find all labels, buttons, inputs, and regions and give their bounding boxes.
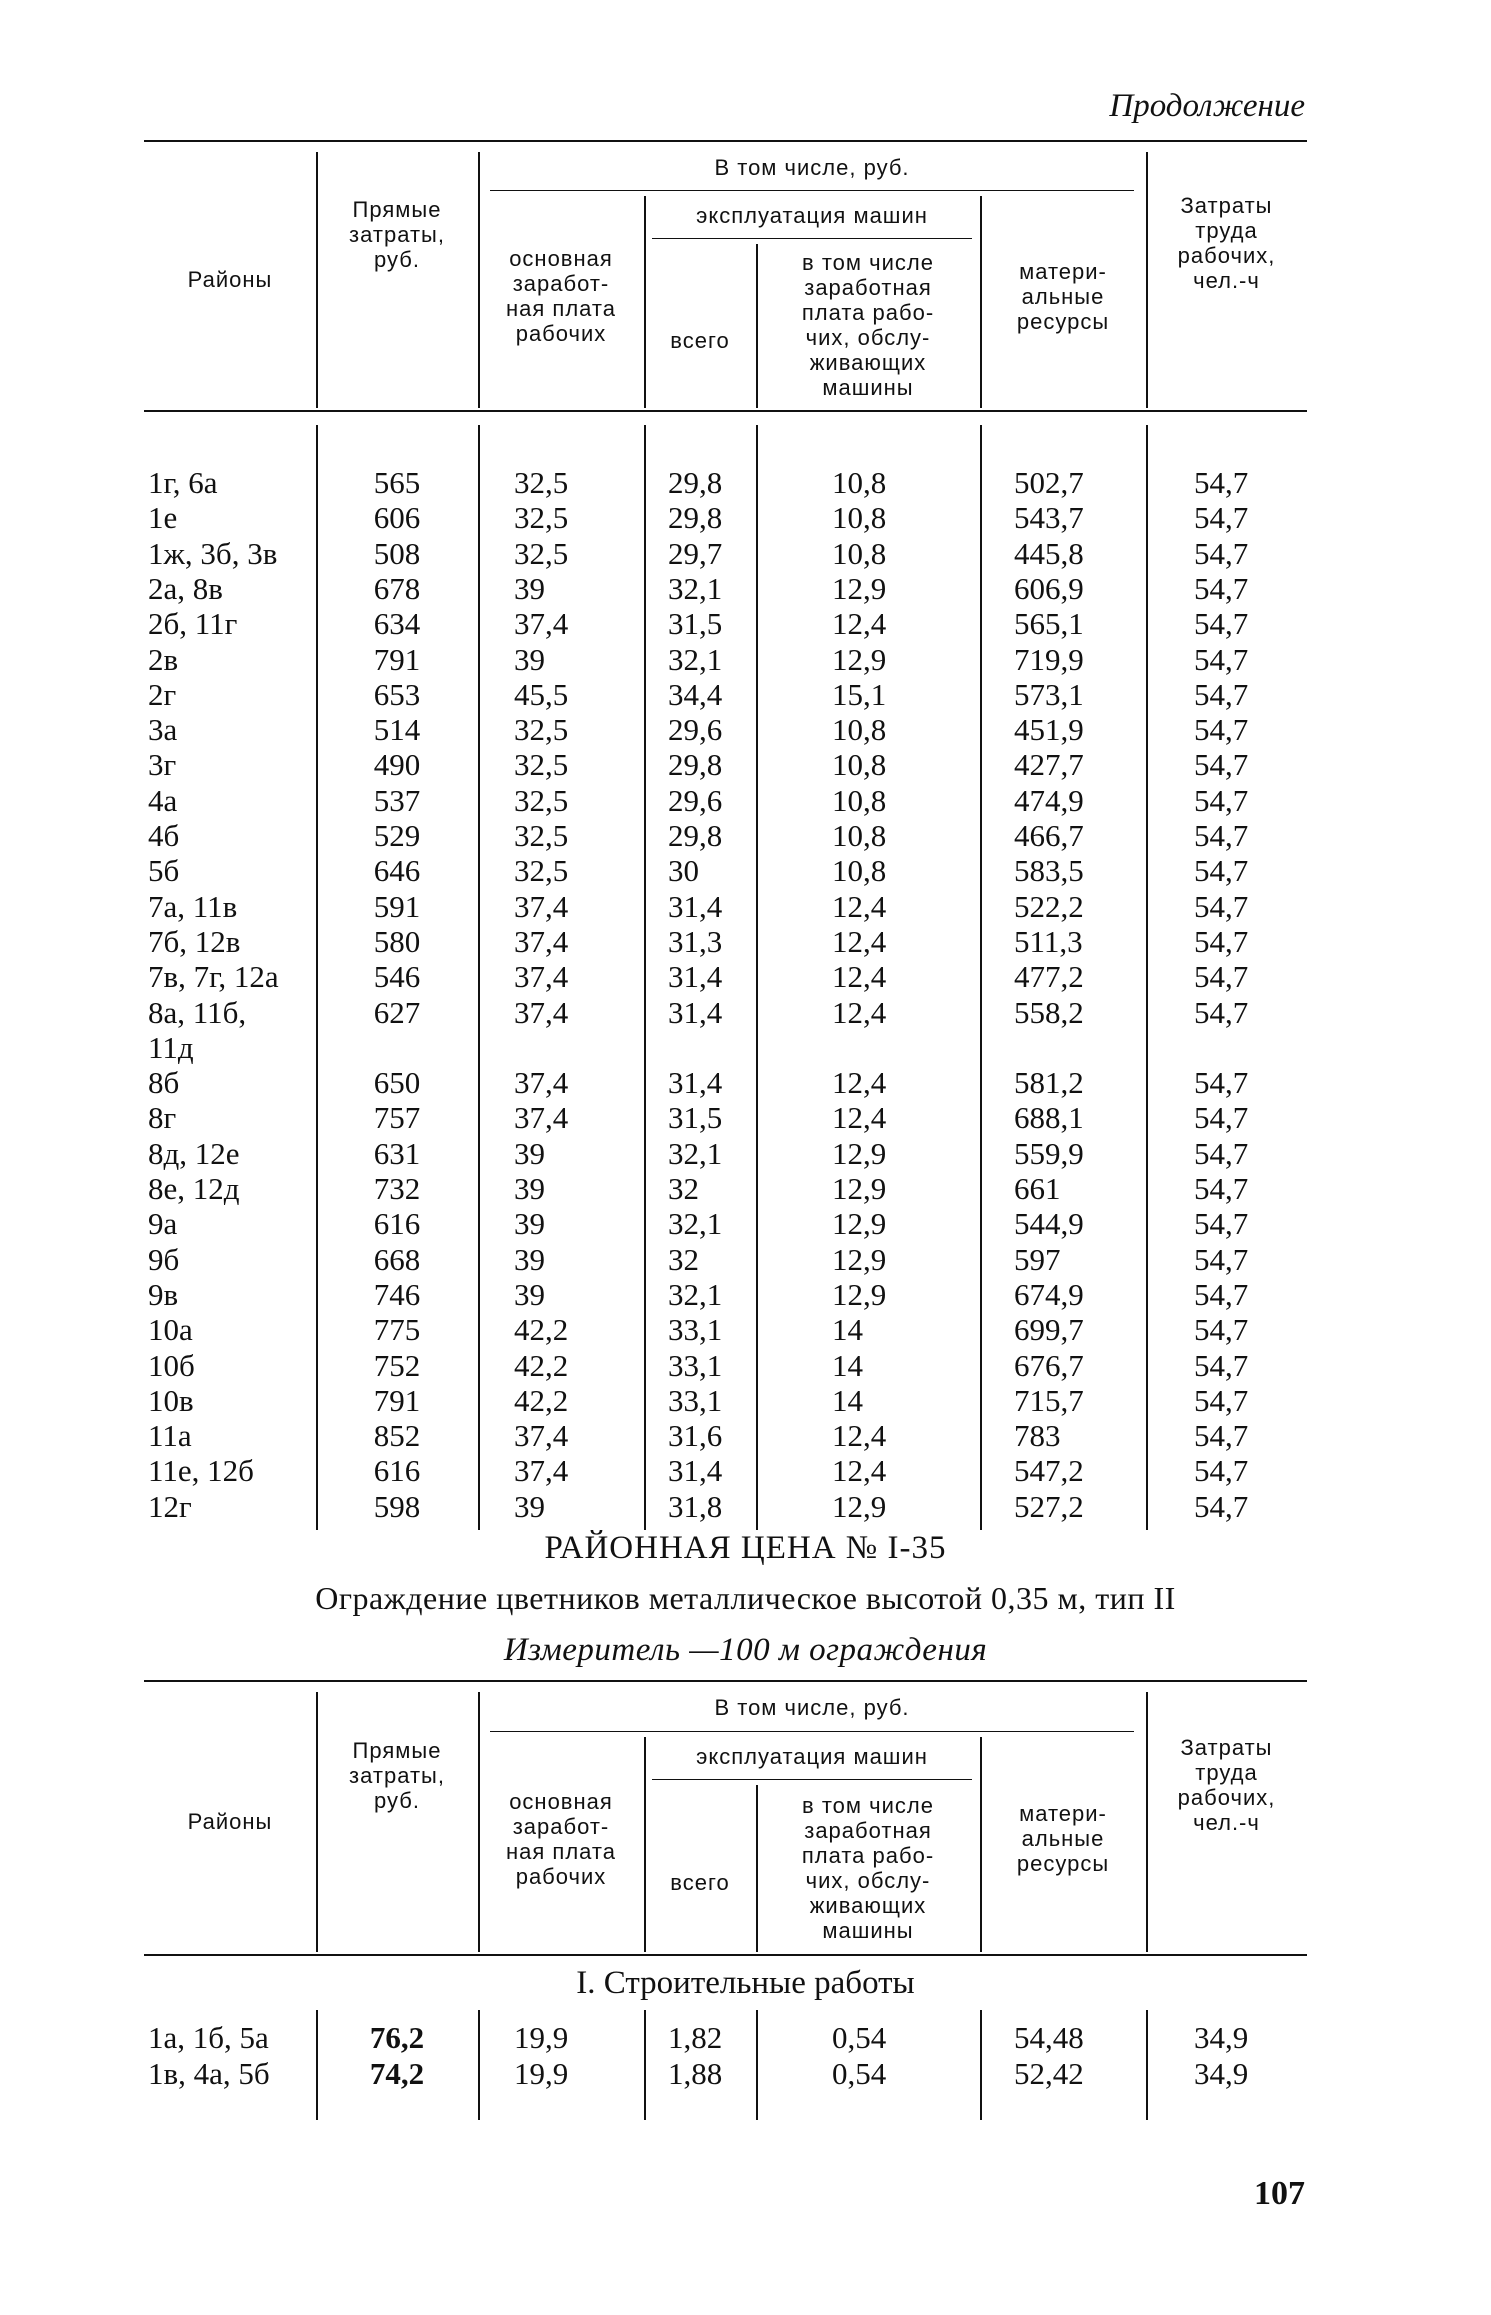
table-row bbox=[144, 1206, 1307, 1242]
cell-direct-costs: 546 bbox=[373, 959, 421, 995]
header-base-wage: основная заработ- ная плата рабочих bbox=[506, 246, 616, 346]
cell-materials: 451,9 bbox=[1014, 712, 1084, 748]
cell-base-wage: 39 bbox=[514, 1171, 545, 1206]
cell-machine-wage: 12,4 bbox=[832, 1418, 887, 1454]
table-row bbox=[144, 2020, 1307, 2056]
header-machine-operation: эксплуатация машин bbox=[696, 1743, 928, 1769]
cell-district: 9б bbox=[148, 1241, 180, 1277]
price-title: РАЙОННАЯ ЦЕНА № I-35 bbox=[544, 1530, 947, 1566]
cell-machine-wage: 14 bbox=[832, 1382, 863, 1418]
header-machine-total: всего bbox=[670, 1870, 730, 1895]
cell-district: 2а, 8в bbox=[148, 570, 223, 606]
cell-base-wage: 39 bbox=[514, 1488, 545, 1524]
cell-direct-costs: 653 bbox=[373, 676, 421, 712]
cell-labor: 54,7 bbox=[1194, 500, 1249, 536]
cell-direct-costs: 752 bbox=[373, 1347, 421, 1383]
cell-direct-costs: 514 bbox=[373, 712, 421, 748]
cell-machine-total: 30 bbox=[668, 853, 699, 889]
cell-district: 11д bbox=[148, 1029, 194, 1065]
cell-direct-costs: 508 bbox=[373, 535, 421, 571]
cell-direct-costs: 490 bbox=[373, 747, 421, 783]
table2-body bbox=[144, 2010, 1307, 2120]
cell-machine-total: 1,88 bbox=[668, 2055, 723, 2091]
cell-machine-total: 31,4 bbox=[668, 1065, 723, 1101]
cell-district: 1ж, 3б, 3в bbox=[148, 535, 278, 571]
cell-machine-total: 33,1 bbox=[668, 1382, 723, 1418]
cell-materials: 581,2 bbox=[1014, 1065, 1084, 1101]
cell-direct-costs: 634 bbox=[373, 606, 421, 642]
cell-materials: 502,7 bbox=[1014, 465, 1084, 500]
cell-machine-total: 29,6 bbox=[668, 782, 723, 818]
table1-header bbox=[144, 140, 1307, 412]
cell-direct-costs: 852 bbox=[373, 1418, 421, 1454]
table-row bbox=[144, 1418, 1307, 1454]
cell-direct-costs: 775 bbox=[373, 1312, 421, 1348]
cell-district: 7б, 12в bbox=[148, 923, 241, 959]
table-row bbox=[144, 642, 1307, 678]
cell-machine-total: 29,8 bbox=[668, 747, 723, 783]
header-machine-operation: эксплуатация машин bbox=[696, 202, 928, 228]
page-number: 107 bbox=[1254, 2175, 1305, 2212]
table-row bbox=[144, 818, 1307, 854]
cell-direct-costs: 616 bbox=[373, 1206, 421, 1242]
cell-machine-wage: 14 bbox=[832, 1312, 863, 1348]
cell-machine-total: 32,1 bbox=[668, 641, 723, 677]
cell-district: 7а, 11в bbox=[148, 888, 238, 924]
cell-district: 8б bbox=[148, 1065, 180, 1101]
cell-materials: 474,9 bbox=[1014, 782, 1084, 818]
cell-base-wage: 39 bbox=[514, 641, 545, 677]
table-row bbox=[144, 1348, 1307, 1384]
cell-materials: 699,7 bbox=[1014, 1312, 1084, 1348]
cell-direct-costs: 529 bbox=[373, 818, 421, 853]
header-materials: матери- альные ресурсы bbox=[1016, 258, 1110, 334]
cell-materials: 445,8 bbox=[1014, 535, 1084, 571]
cell-direct-costs: 746 bbox=[373, 1276, 421, 1312]
cell-machine-total: 29,6 bbox=[668, 712, 723, 748]
cell-machine-total: 32,1 bbox=[668, 570, 723, 606]
cell-materials: 543,7 bbox=[1014, 500, 1084, 536]
cell-base-wage: 45,5 bbox=[514, 676, 569, 712]
cell-machine-total: 31,3 bbox=[668, 923, 723, 959]
cell-materials: 674,9 bbox=[1014, 1276, 1084, 1312]
cell-base-wage: 19,9 bbox=[514, 2020, 569, 2055]
cell-district: 9в bbox=[148, 1276, 179, 1312]
table2-header bbox=[144, 1680, 1307, 1956]
cell-machine-wage: 12,4 bbox=[832, 959, 887, 995]
cell-district: 1в, 4а, 5б bbox=[148, 2055, 270, 2091]
table-row bbox=[144, 1065, 1307, 1101]
cell-direct-costs: 537 bbox=[373, 782, 421, 818]
cell-direct-costs: 606 bbox=[373, 500, 421, 536]
cell-materials: 606,9 bbox=[1014, 570, 1084, 606]
header-rule bbox=[490, 190, 1134, 191]
cell-base-wage: 32,5 bbox=[514, 818, 569, 853]
table-row bbox=[144, 606, 1307, 642]
cell-direct-costs: 678 bbox=[373, 570, 421, 606]
cell-base-wage: 32,5 bbox=[514, 853, 569, 889]
cell-machine-total: 32,1 bbox=[668, 1276, 723, 1312]
table1-body bbox=[144, 425, 1307, 1530]
cell-machine-wage: 12,4 bbox=[832, 923, 887, 959]
cell-direct-costs: 791 bbox=[373, 641, 421, 677]
cell-materials: 544,9 bbox=[1014, 1206, 1084, 1242]
cell-direct-costs: 591 bbox=[373, 888, 421, 924]
cell-labor: 54,7 bbox=[1194, 994, 1249, 1030]
cell-labor: 54,7 bbox=[1194, 1206, 1249, 1242]
cell-district: 10а bbox=[148, 1312, 193, 1348]
cell-district: 5б bbox=[148, 853, 180, 889]
cell-district: 11а bbox=[148, 1418, 192, 1454]
cell-base-wage: 39 bbox=[514, 1206, 545, 1242]
cell-materials: 783 bbox=[1014, 1418, 1061, 1454]
cell-materials: 54,48 bbox=[1014, 2020, 1084, 2055]
cell-labor: 54,7 bbox=[1194, 641, 1249, 677]
table-row bbox=[144, 536, 1307, 572]
cell-base-wage: 39 bbox=[514, 1135, 545, 1171]
cell-machine-total: 1,82 bbox=[668, 2020, 723, 2055]
cell-labor: 54,7 bbox=[1194, 959, 1249, 995]
cell-direct-costs: 76,2 bbox=[369, 2020, 425, 2055]
cell-base-wage: 37,4 bbox=[514, 1065, 569, 1101]
cell-machine-total: 29,8 bbox=[668, 818, 723, 853]
table-row bbox=[144, 1030, 1307, 1066]
table-row bbox=[144, 747, 1307, 783]
cell-machine-total: 31,5 bbox=[668, 1100, 723, 1136]
cell-machine-wage: 12,9 bbox=[832, 1488, 887, 1524]
cell-labor: 54,7 bbox=[1194, 1453, 1249, 1489]
table-row bbox=[144, 465, 1307, 501]
table-row bbox=[144, 1100, 1307, 1136]
header-top-rule bbox=[144, 1680, 1307, 1682]
header-base-wage: основная заработ- ная плата рабочих bbox=[506, 1788, 616, 1889]
cell-materials: 547,2 bbox=[1014, 1453, 1084, 1489]
table-row bbox=[144, 1171, 1307, 1207]
table-row bbox=[144, 1277, 1307, 1313]
header-districts: Районы bbox=[187, 1808, 273, 1834]
cell-machine-wage: 12,9 bbox=[832, 1171, 887, 1206]
cell-base-wage: 37,4 bbox=[514, 1418, 569, 1454]
cell-materials: 661 bbox=[1014, 1171, 1061, 1206]
table-row bbox=[144, 889, 1307, 925]
cell-machine-wage: 12,9 bbox=[832, 1241, 887, 1277]
cell-district: 12г bbox=[148, 1488, 192, 1524]
cell-base-wage: 37,4 bbox=[514, 888, 569, 924]
cell-base-wage: 37,4 bbox=[514, 994, 569, 1030]
cell-labor: 54,7 bbox=[1194, 1276, 1249, 1312]
cell-machine-total: 31,5 bbox=[668, 606, 723, 642]
cell-base-wage: 32,5 bbox=[514, 747, 569, 783]
cell-base-wage: 37,4 bbox=[514, 959, 569, 995]
cell-district: 3г bbox=[148, 747, 177, 783]
header-labor: Затраты труда рабочих, чел.-ч bbox=[1177, 193, 1276, 293]
cell-machine-wage: 14 bbox=[832, 1347, 863, 1383]
cell-machine-total: 31,4 bbox=[668, 888, 723, 924]
cell-district: 10в bbox=[148, 1382, 194, 1418]
cell-direct-costs: 732 bbox=[373, 1171, 421, 1206]
cell-materials: 559,9 bbox=[1014, 1135, 1084, 1171]
cell-base-wage: 39 bbox=[514, 1241, 545, 1277]
cell-machine-total: 32 bbox=[668, 1241, 699, 1277]
header-machine-wage: в том числе заработная плата рабо- чих, обслу- живающих машины bbox=[801, 1792, 935, 1943]
cell-district: 8г bbox=[148, 1100, 177, 1136]
cell-district: 1е bbox=[148, 500, 178, 536]
cell-machine-wage: 10,8 bbox=[832, 818, 887, 853]
cell-direct-costs: 668 bbox=[373, 1241, 421, 1277]
cell-district: 7в, 7г, 12а bbox=[148, 959, 279, 995]
header-districts: Районы bbox=[187, 266, 273, 292]
header-top-rule bbox=[144, 140, 1307, 142]
cell-machine-wage: 12,9 bbox=[832, 570, 887, 606]
cell-materials: 565,1 bbox=[1014, 606, 1084, 642]
cell-machine-wage: 0,54 bbox=[832, 2020, 887, 2055]
cell-machine-total: 31,4 bbox=[668, 994, 723, 1030]
table-row bbox=[144, 1312, 1307, 1348]
cell-labor: 54,7 bbox=[1194, 1488, 1249, 1524]
cell-machine-total: 31,4 bbox=[668, 1453, 723, 1489]
cell-machine-wage: 12,4 bbox=[832, 606, 887, 642]
cell-base-wage: 37,4 bbox=[514, 1453, 569, 1489]
cell-direct-costs: 598 bbox=[373, 1488, 421, 1524]
cell-materials: 688,1 bbox=[1014, 1100, 1084, 1136]
cell-materials: 527,2 bbox=[1014, 1488, 1084, 1524]
cell-labor: 54,7 bbox=[1194, 676, 1249, 712]
cell-base-wage: 42,2 bbox=[514, 1382, 569, 1418]
cell-direct-costs: 74,2 bbox=[369, 2055, 425, 2091]
cell-machine-wage: 12,4 bbox=[832, 888, 887, 924]
table-row bbox=[144, 2056, 1307, 2092]
cell-machine-total: 32 bbox=[668, 1171, 699, 1206]
table-row bbox=[144, 995, 1307, 1031]
cell-labor: 54,7 bbox=[1194, 782, 1249, 818]
cell-machine-total: 31,8 bbox=[668, 1488, 723, 1524]
table-row bbox=[144, 1383, 1307, 1419]
cell-machine-wage: 10,8 bbox=[832, 712, 887, 748]
cell-district: 1г, 6а bbox=[148, 465, 218, 500]
cell-machine-wage: 15,1 bbox=[832, 676, 887, 712]
cell-labor: 54,7 bbox=[1194, 712, 1249, 748]
cell-machine-wage: 12,4 bbox=[832, 1065, 887, 1101]
cell-machine-wage: 12,9 bbox=[832, 1206, 887, 1242]
cell-direct-costs: 757 bbox=[373, 1100, 421, 1136]
cell-labor: 54,7 bbox=[1194, 853, 1249, 889]
cell-machine-wage: 10,8 bbox=[832, 782, 887, 818]
cell-direct-costs: 631 bbox=[373, 1135, 421, 1171]
table-row bbox=[144, 959, 1307, 995]
table-row bbox=[144, 924, 1307, 960]
cell-machine-wage: 10,8 bbox=[832, 853, 887, 889]
header-rule bbox=[652, 1779, 972, 1780]
cell-materials: 522,2 bbox=[1014, 888, 1084, 924]
cell-machine-wage: 10,8 bbox=[832, 747, 887, 783]
cell-district: 8а, 11б, bbox=[148, 994, 247, 1030]
cell-machine-wage: 0,54 bbox=[832, 2055, 887, 2091]
cell-labor: 54,7 bbox=[1194, 1171, 1249, 1206]
cell-materials: 676,7 bbox=[1014, 1347, 1084, 1383]
header-labor: Затраты труда рабочих, чел.-ч bbox=[1177, 1735, 1276, 1835]
cell-district: 9а bbox=[148, 1206, 178, 1242]
cell-machine-wage: 12,9 bbox=[832, 1135, 887, 1171]
header-machine-total: всего bbox=[670, 327, 730, 353]
cell-district: 10б bbox=[148, 1347, 195, 1383]
cell-labor: 54,7 bbox=[1194, 747, 1249, 783]
cell-labor: 54,7 bbox=[1194, 1347, 1249, 1383]
cell-labor: 54,7 bbox=[1194, 818, 1249, 853]
table-row bbox=[144, 1136, 1307, 1172]
table-row bbox=[144, 500, 1307, 536]
cell-district: 2б, 11г bbox=[148, 606, 238, 642]
cell-materials: 573,1 bbox=[1014, 676, 1084, 712]
cell-materials: 583,5 bbox=[1014, 853, 1084, 889]
cell-materials: 558,2 bbox=[1014, 994, 1084, 1030]
cell-machine-wage: 10,8 bbox=[832, 500, 887, 536]
table-row bbox=[144, 712, 1307, 748]
header-including: В том числе, руб. bbox=[714, 1695, 910, 1720]
cell-district: 2в bbox=[148, 641, 179, 677]
table-row bbox=[144, 783, 1307, 819]
table-row bbox=[144, 1453, 1307, 1489]
cell-labor: 54,7 bbox=[1194, 923, 1249, 959]
cell-base-wage: 32,5 bbox=[514, 535, 569, 571]
table-row bbox=[144, 571, 1307, 607]
header-machine-wage: в том числе заработная плата рабо- чих, обслу- живающих машины bbox=[801, 250, 935, 400]
continuation-label: Продолжение bbox=[1109, 88, 1305, 124]
cell-machine-wage: 12,9 bbox=[832, 1276, 887, 1312]
cell-labor: 54,7 bbox=[1194, 1065, 1249, 1101]
cell-labor: 54,7 bbox=[1194, 1100, 1249, 1136]
cell-base-wage: 32,5 bbox=[514, 500, 569, 536]
header-direct-costs: Прямые затраты, руб. bbox=[349, 196, 445, 272]
cell-base-wage: 32,5 bbox=[514, 712, 569, 748]
measure-unit: Измеритель —100 м ограждения bbox=[503, 1632, 988, 1668]
cell-labor: 54,7 bbox=[1194, 570, 1249, 606]
cell-machine-total: 32,1 bbox=[668, 1135, 723, 1171]
cell-machine-total: 31,4 bbox=[668, 959, 723, 995]
cell-base-wage: 37,4 bbox=[514, 606, 569, 642]
table-row bbox=[144, 853, 1307, 889]
cell-base-wage: 32,5 bbox=[514, 465, 569, 500]
section-title: I. Строительные работы bbox=[576, 1965, 915, 2001]
cell-base-wage: 39 bbox=[514, 570, 545, 606]
cell-base-wage: 39 bbox=[514, 1276, 545, 1312]
cell-district: 8д, 12е bbox=[148, 1135, 240, 1171]
cell-materials: 477,2 bbox=[1014, 959, 1084, 995]
table-row bbox=[144, 1242, 1307, 1278]
cell-machine-wage: 12,4 bbox=[832, 994, 887, 1030]
cell-base-wage: 37,4 bbox=[514, 923, 569, 959]
header-materials: матери- альные ресурсы bbox=[1016, 1801, 1110, 1876]
cell-labor: 34,9 bbox=[1194, 2020, 1249, 2055]
cell-machine-total: 29,7 bbox=[668, 535, 723, 571]
cell-direct-costs: 627 bbox=[373, 994, 421, 1030]
cell-labor: 54,7 bbox=[1194, 1418, 1249, 1454]
cell-labor: 54,7 bbox=[1194, 1241, 1249, 1277]
cell-labor: 54,7 bbox=[1194, 606, 1249, 642]
cell-base-wage: 42,2 bbox=[514, 1347, 569, 1383]
cell-labor: 34,9 bbox=[1194, 2055, 1249, 2091]
price-subtitle: Ограждение цветников металлическое высотой 0,35 м, тип II bbox=[315, 1580, 1176, 1616]
cell-district: 3а bbox=[148, 712, 178, 748]
cell-labor: 54,7 bbox=[1194, 465, 1249, 500]
cell-machine-total: 29,8 bbox=[668, 500, 723, 536]
cell-direct-costs: 646 bbox=[373, 853, 421, 889]
cell-materials: 466,7 bbox=[1014, 818, 1084, 853]
cell-base-wage: 19,9 bbox=[514, 2055, 569, 2091]
header-rule bbox=[490, 1731, 1134, 1732]
cell-materials: 511,3 bbox=[1014, 923, 1083, 959]
cell-machine-total: 31,6 bbox=[668, 1418, 723, 1454]
cell-district: 11е, 12б bbox=[148, 1453, 254, 1489]
cell-materials: 427,7 bbox=[1014, 747, 1084, 783]
cell-materials: 597 bbox=[1014, 1241, 1061, 1277]
cell-machine-wage: 10,8 bbox=[832, 535, 887, 571]
cell-direct-costs: 791 bbox=[373, 1382, 421, 1418]
cell-base-wage: 32,5 bbox=[514, 782, 569, 818]
cell-district: 1а, 1б, 5а bbox=[148, 2020, 269, 2055]
cell-machine-wage: 12,4 bbox=[832, 1100, 887, 1136]
cell-direct-costs: 616 bbox=[373, 1453, 421, 1489]
cell-district: 4а bbox=[148, 782, 178, 818]
cell-machine-wage: 12,9 bbox=[832, 641, 887, 677]
cell-machine-total: 29,8 bbox=[668, 465, 723, 500]
cell-base-wage: 42,2 bbox=[514, 1312, 569, 1348]
table-row bbox=[144, 677, 1307, 713]
cell-district: 2г bbox=[148, 676, 177, 712]
cell-machine-total: 32,1 bbox=[668, 1206, 723, 1242]
cell-direct-costs: 565 bbox=[373, 465, 421, 500]
cell-labor: 54,7 bbox=[1194, 1382, 1249, 1418]
cell-labor: 54,7 bbox=[1194, 535, 1249, 571]
cell-machine-wage: 12,4 bbox=[832, 1453, 887, 1489]
cell-materials: 52,42 bbox=[1014, 2055, 1084, 2091]
cell-direct-costs: 650 bbox=[373, 1065, 421, 1101]
cell-machine-total: 33,1 bbox=[668, 1312, 723, 1348]
cell-labor: 54,7 bbox=[1194, 1312, 1249, 1348]
cell-machine-wage: 10,8 bbox=[832, 465, 887, 500]
cell-machine-total: 34,4 bbox=[668, 676, 723, 712]
header-including: В том числе, руб. bbox=[714, 154, 910, 180]
cell-materials: 719,9 bbox=[1014, 641, 1084, 677]
cell-machine-total: 33,1 bbox=[668, 1347, 723, 1383]
cell-direct-costs: 580 bbox=[373, 923, 421, 959]
cell-materials: 715,7 bbox=[1014, 1382, 1084, 1418]
cell-base-wage: 37,4 bbox=[514, 1100, 569, 1136]
cell-labor: 54,7 bbox=[1194, 1135, 1249, 1171]
table-row bbox=[144, 1489, 1307, 1525]
cell-labor: 54,7 bbox=[1194, 888, 1249, 924]
header-rule bbox=[652, 238, 972, 239]
cell-district: 4б bbox=[148, 818, 180, 853]
header-direct-costs: Прямые затраты, руб. bbox=[349, 1738, 445, 1814]
cell-district: 8е, 12д bbox=[148, 1171, 240, 1206]
